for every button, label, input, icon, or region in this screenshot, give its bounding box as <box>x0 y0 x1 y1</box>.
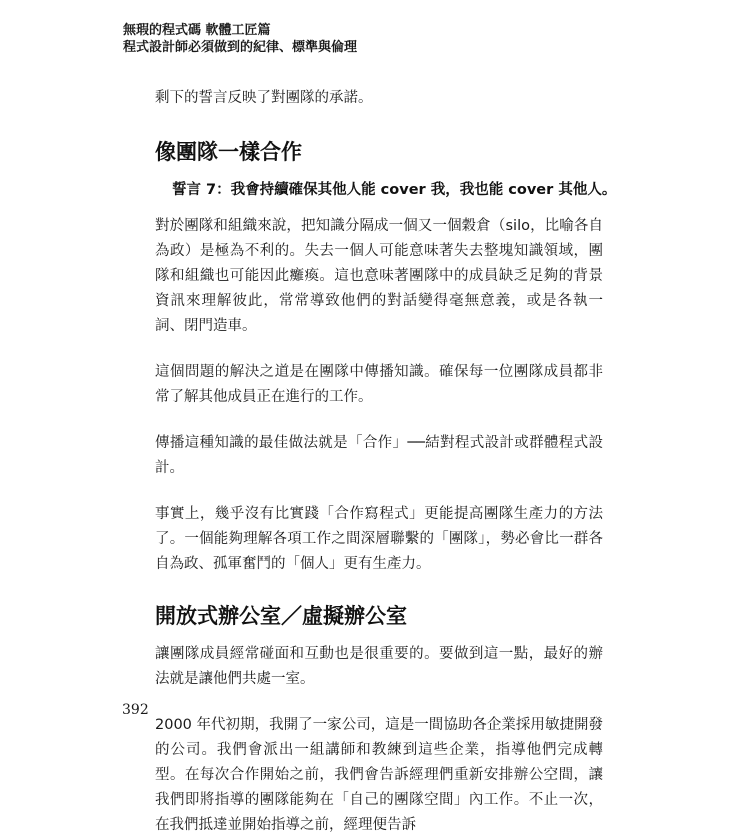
page-body <box>155 86 617 838</box>
intro-paragraph: 剩下的誓言反映了對團隊的承諾。 <box>155 90 373 106</box>
running-header <box>123 22 643 56</box>
book-subtitle: 程式設計師必須做到的紀律、標準與倫理 <box>123 40 358 55</box>
paragraph: 2000 年代初期，我開了一家公司，這是一間協助各企業採用敏捷開發的公司。我們會派出一組講師和教練到這些企業，指導他們完成轉型。在每次合作開始之前，我們會告訴經理們重新安排辦公空間，讓我們即將指導的團隊能夠在「自己的團隊空間」內工作。不止一次，在我們抵達並開始指導之前，經理便告訴 <box>155 717 603 833</box>
section-heading-office: 開放式辦公室／虛擬辦公室 <box>155 604 407 628</box>
paragraph: 對於團隊和組織來說，把知識分隔成一個又一個穀倉（silo，比喻各自為政）是極為不利的。失去一個人可能意味著失去整塊知識領域，團隊和組織也可能因此癱瘓。這也意味著團隊中的成員缺乏足夠的背景資訊來理解彼此，常常導致他們的對話變得毫無意義，或是各執一詞、閉門造車。 <box>155 218 603 334</box>
book-title: 無瑕的程式碼 軟體工匠篇 <box>123 23 271 38</box>
page-number: 392 <box>122 702 149 718</box>
oath-statement: 誓言 7：我會持續確保其他人能 cover 我，我也能 cover 其他人。 <box>172 182 617 198</box>
paragraph: 這個問題的解決之道是在團隊中傳播知識。確保每一位團隊成員都非常了解其他成員正在進行的工作。 <box>155 364 603 405</box>
paragraph: 事實上，幾乎沒有比實踐「合作寫程式」更能提高團隊生產力的方法了。一個能夠理解各項工作之間深層聯繫的「團隊」，勢必會比一群各自為政、孤軍奮鬥的「個人」更有生產力。 <box>155 506 603 572</box>
section-heading-teamwork: 像團隊一樣合作 <box>155 140 302 164</box>
paragraph: 傳播這種知識的最佳做法就是「合作」──結對程式設計或群體程式設計。 <box>155 435 603 476</box>
paragraph: 讓團隊成員經常碰面和互動也是很重要的。要做到這一點，最好的辦法就是讓他們共處一室。 <box>155 646 603 687</box>
